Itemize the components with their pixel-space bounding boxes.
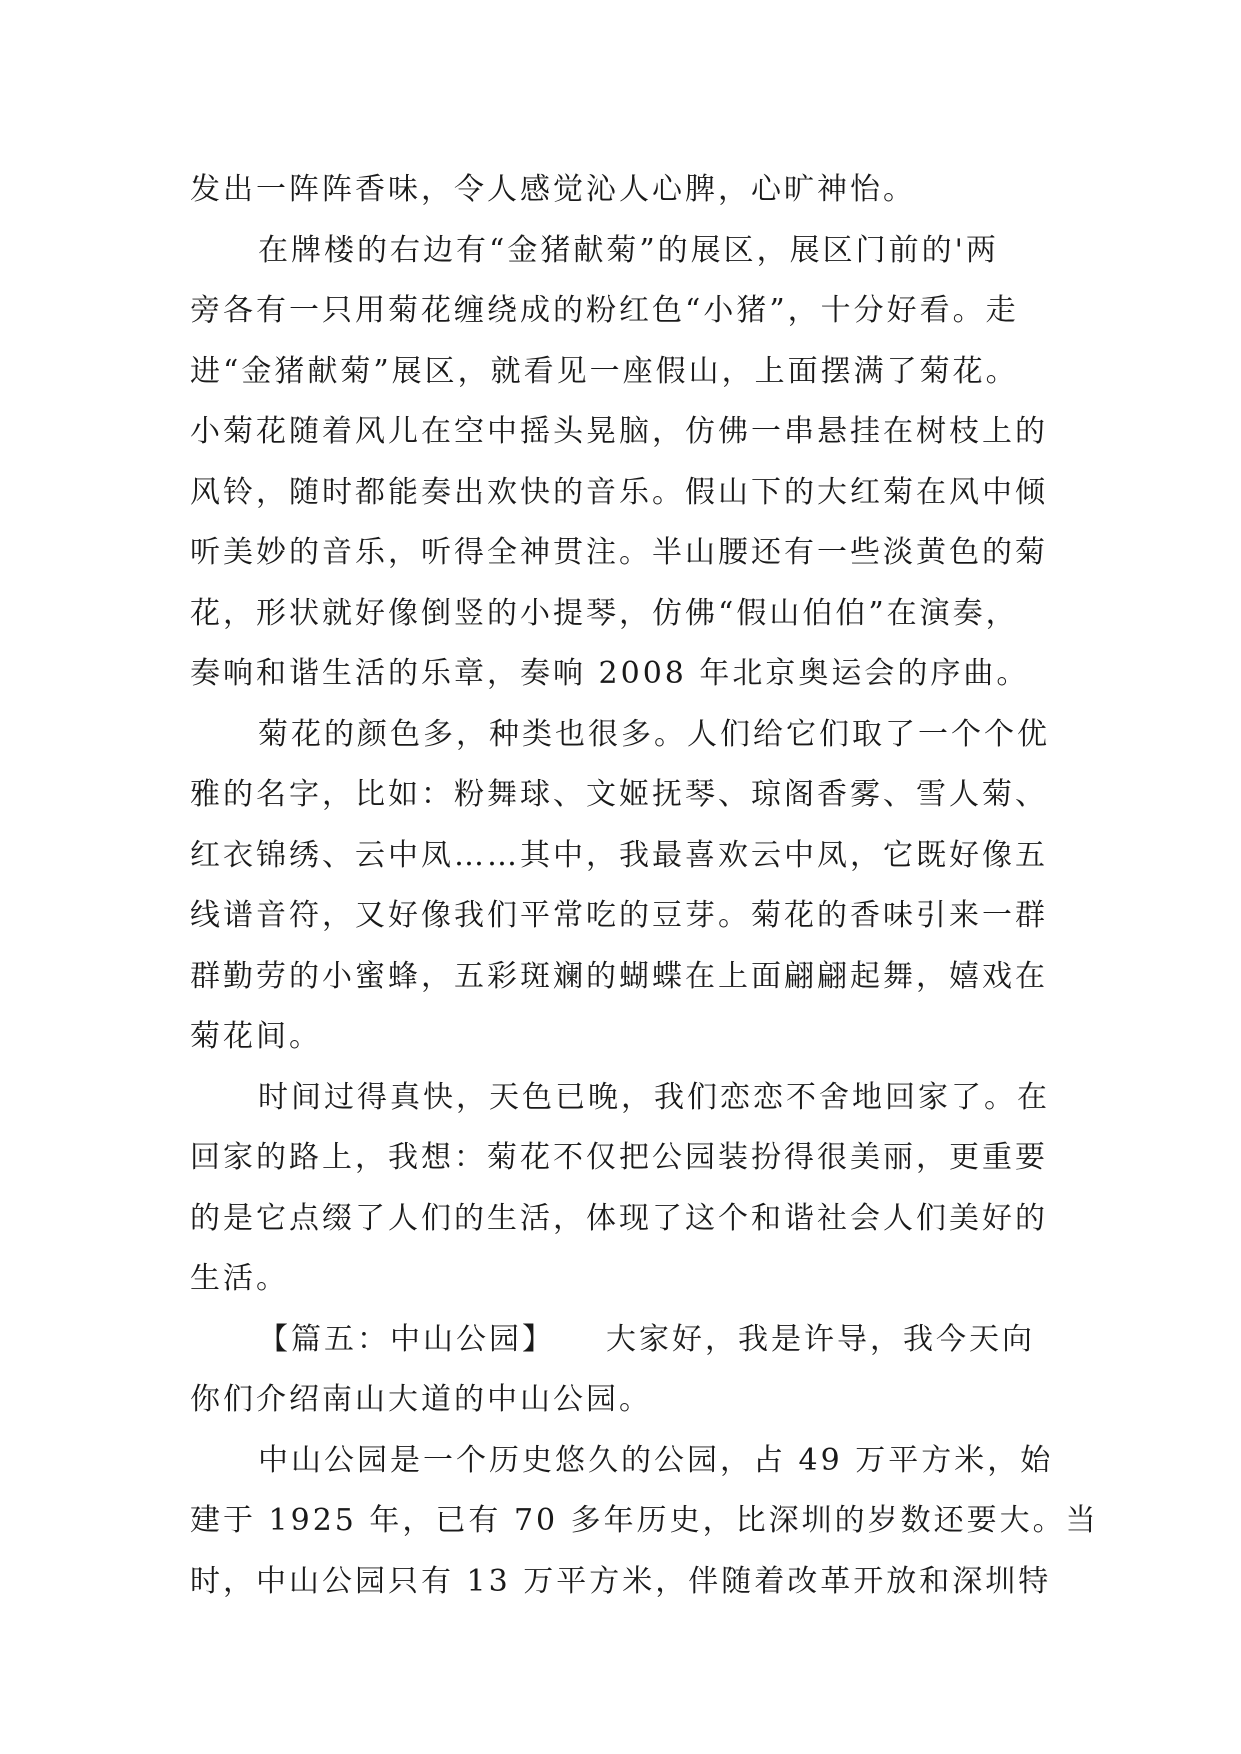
text-line: 菊花间。 (190, 1019, 322, 1054)
text-line: 菊花的颜色多，种类也很多。人们给它们取了一个个优 (258, 716, 1050, 752)
text-line: 时，中山公园只有 13 万平方米，伴随着改革开放和深圳特 (190, 1563, 1052, 1599)
text-line: 进“金猪献菊”展区，就看见一座假山，上面摆满了菊花。 (190, 353, 1019, 389)
text-line: 红衣锦绣、云中凤……其中，我最喜欢云中凤，它既好像五 (190, 837, 1048, 873)
text-line: 在牌楼的右边有“金猪献菊”的展区，展区门前的'两 (258, 232, 999, 268)
text-line: 奏响和谐生活的乐章，奏响 2008 年北京奥运会的序曲。 (190, 656, 1030, 691)
text-line: 生活。 (190, 1261, 289, 1296)
section-heading-line: 【篇五：中山公园】 大家好，我是许导，我今天向 (258, 1321, 1035, 1357)
text-line: 中山公园是一个历史悠久的公园，占 49 万平方米，始 (258, 1442, 1054, 1478)
text-line: 时间过得真快，天色已晚，我们恋恋不舍地回家了。在 (258, 1079, 1050, 1115)
text-line: 的是它点缀了人们的生活，体现了这个和谐社会人们美好的 (190, 1200, 1048, 1236)
text-line: 旁各有一只用菊花缠绕成的粉红色“小猪”，十分好看。走 (190, 293, 1019, 328)
text-line: 群勤劳的小蜜蜂，五彩斑斓的蝴蝶在上面翩翩起舞，嬉戏在 (190, 958, 1048, 994)
text-line: 线谱音符，又好像我们平常吃的豆芽。菊花的香味引来一群 (190, 898, 1048, 933)
text-line: 建于 1925 年，已有 70 多年历史，比深圳的岁数还要大。当 (190, 1503, 1099, 1538)
text-line: 回家的路上，我想：菊花不仅把公园装扮得很美丽，更重要 (190, 1140, 1048, 1175)
text-line: 花，形状就好像倒竖的小提琴，仿佛“假山伯伯”在演奏， (190, 595, 1019, 631)
text-line: 雅的名字，比如：粉舞球、文姬抚琴、琼阁香雾、雪人菊、 (190, 777, 1048, 812)
body-text (190, 160, 1099, 1612)
text-line: 风铃，随时都能奏出欢快的音乐。假山下的大红菊在风中倾 (190, 474, 1048, 510)
text-line: 听美妙的音乐，听得全神贯注。半山腰还有一些淡黄色的菊 (190, 535, 1048, 570)
text-line: 发出一阵阵香味，令人感觉沁人心脾，心旷神怡。 (190, 172, 916, 207)
text-line: 你们介绍南山大道的中山公园。 (190, 1382, 652, 1417)
text-line: 小菊花随着风儿在空中摇头晃脑，仿佛一串悬挂在树枝上的 (190, 414, 1048, 449)
